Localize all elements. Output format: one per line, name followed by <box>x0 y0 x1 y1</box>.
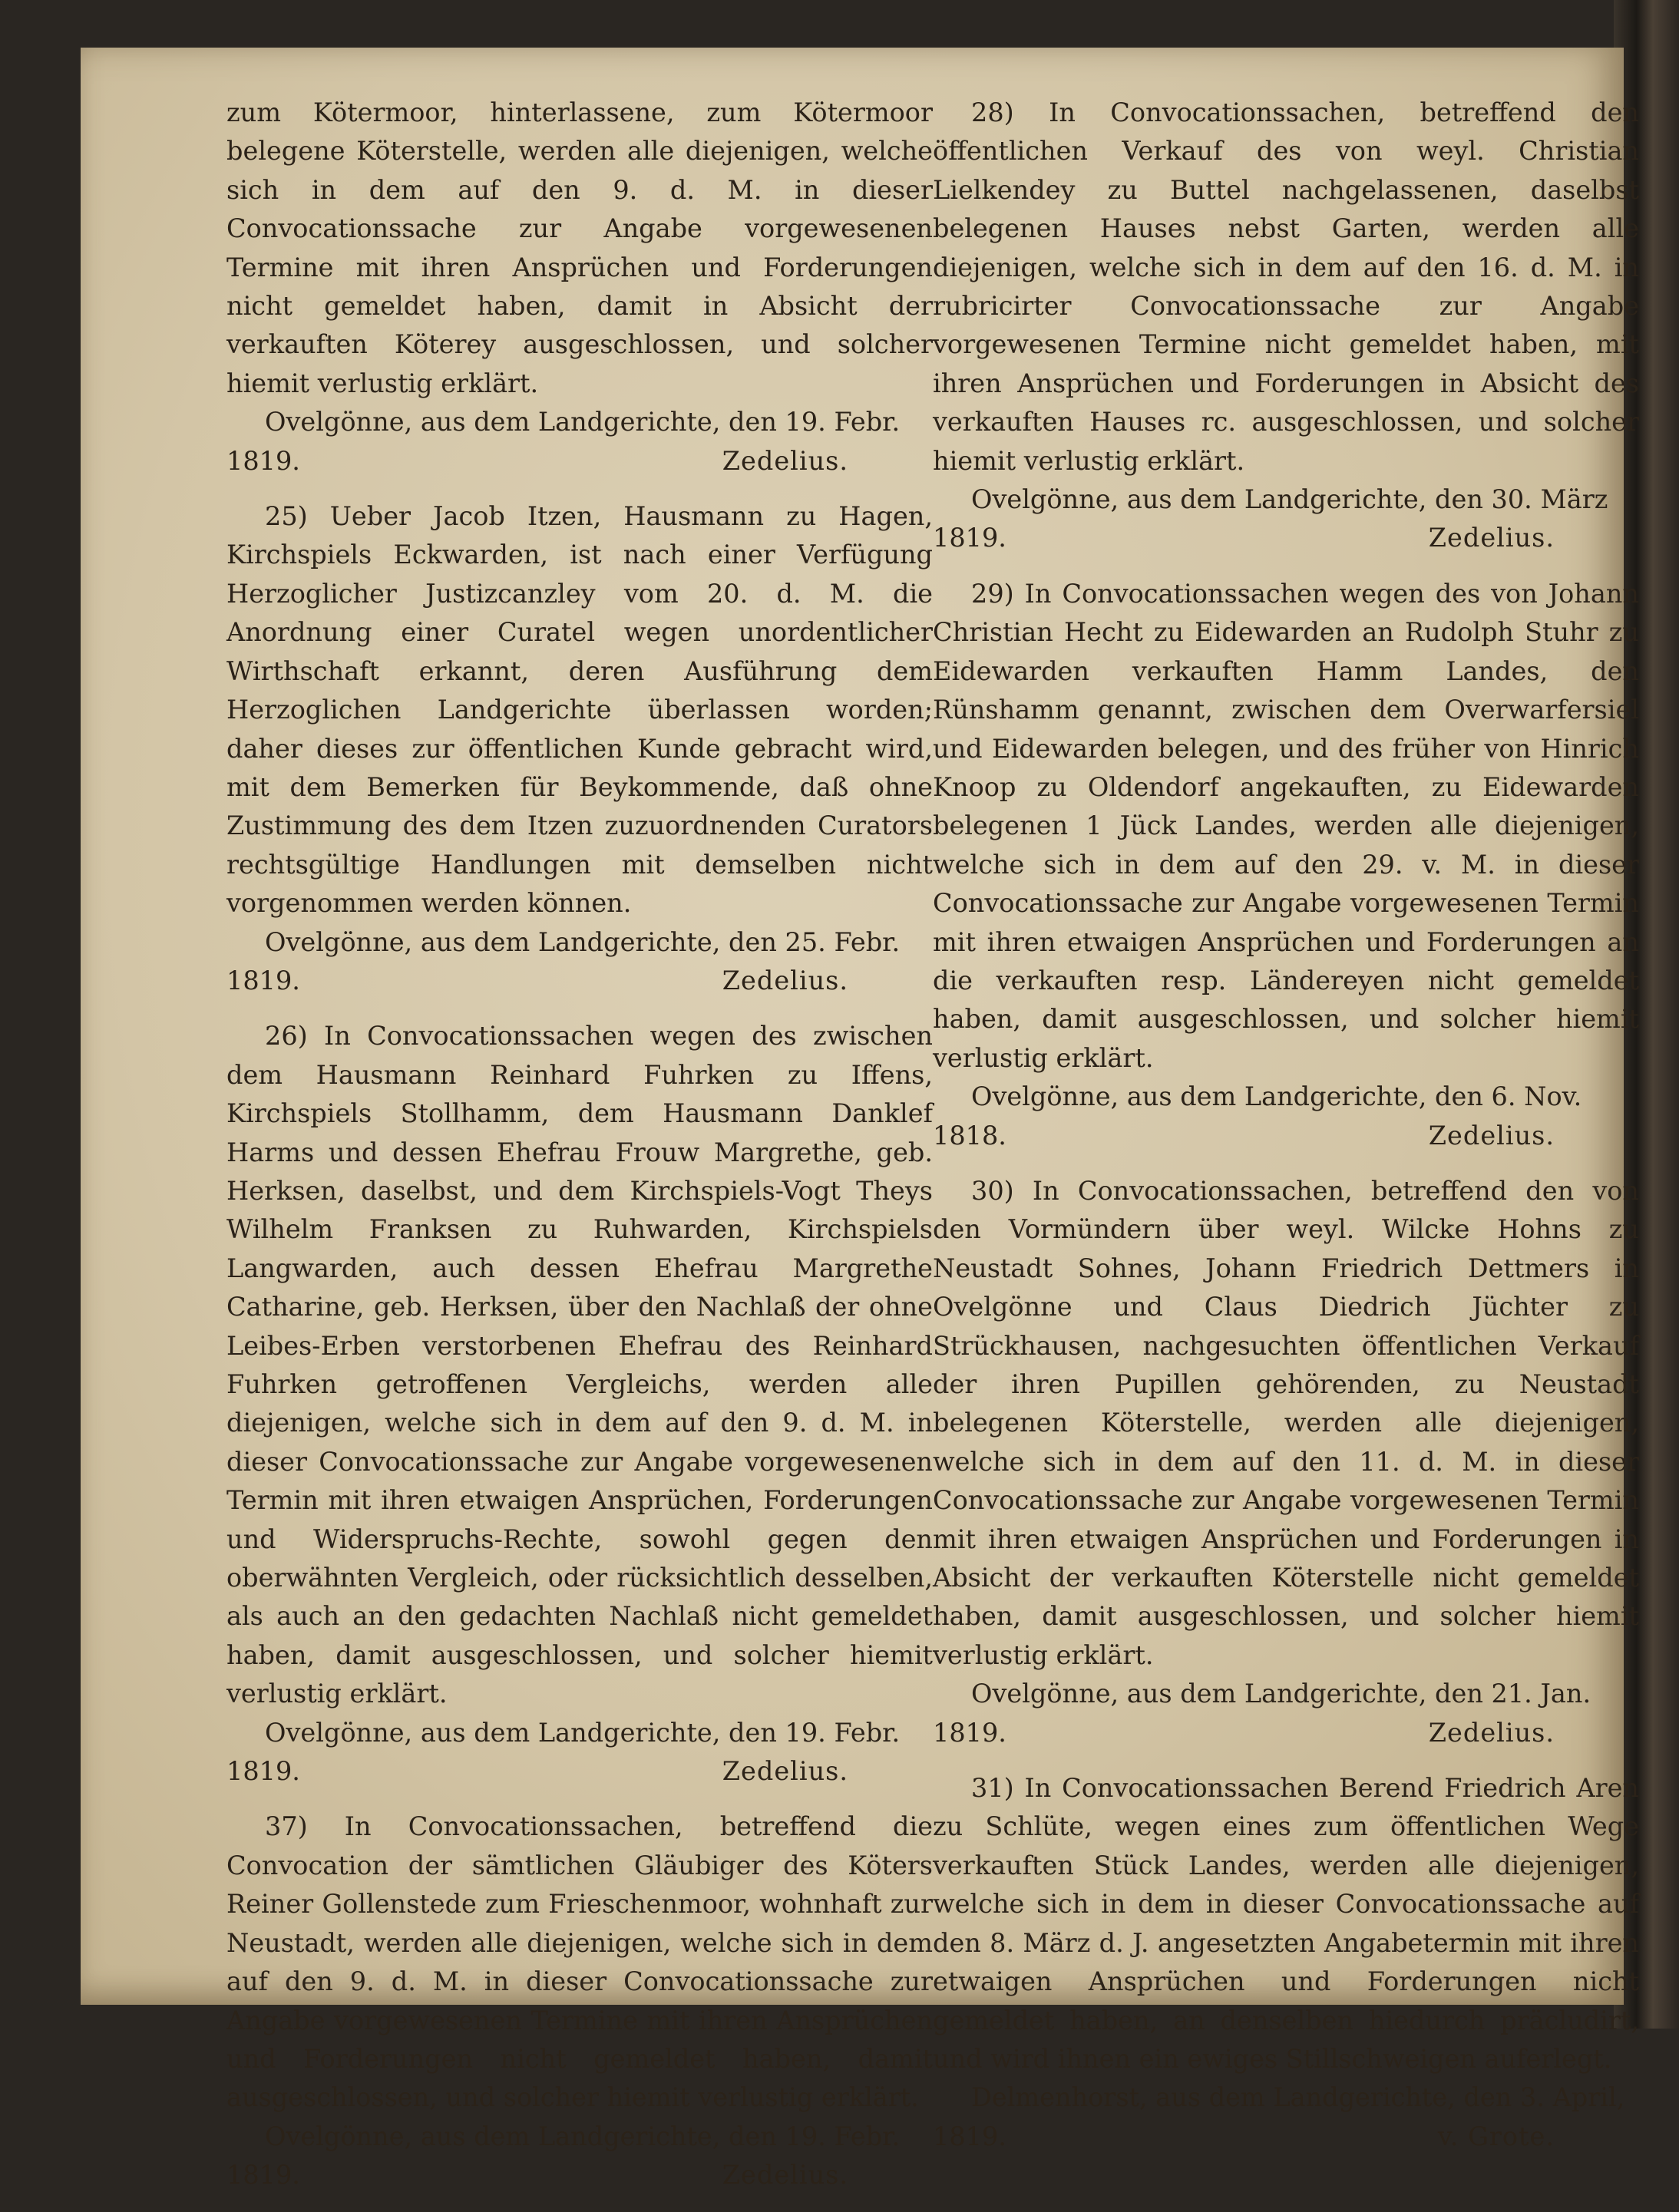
notice-footer <box>226 2156 933 2194</box>
notice-year: 1819. <box>933 523 1006 553</box>
notice-body: 26) In Convocationssachen wegen des zwischen dem Hausmann Reinhard Fuhrken zu Iffens, Kirchspiels Stollhamm, dem Hausmann Danklef Harms und dessen Ehefrau Frouw Margrethe, geb. Herksen, daselbst, und dem Kirchspiels-Vogt Theys Wilhelm Franksen zu Ruhwarden, Kirchspiels Langwarden, auch dessen Ehefrau Margrethe Catharine, geb. Herksen, über den Nachlaß der ohne Leibes-Erben verstorbenen Ehefrau des Reinhard Fuhrken getroffenen Vergleichs, werden alle diejenigen, welche sich in dem auf den 9. d. M. in dieser Convocationssache zur Angabe vorgewesenen Termin mit ihren etwaigen Ansprüchen, Forderungen und Widerspruchs-Rechte, sowohl gegen den oberwähnten Vergleich, oder rücksichtlich desselben, als auch an den gedachten Nachlaß nicht gemeldet haben, damit ausgeschlossen, und solcher hiemit verlustig erklärt. <box>226 1021 933 1709</box>
notice-footer <box>933 2118 1639 2156</box>
notice-footer <box>226 962 933 1000</box>
notice-entry <box>226 94 933 480</box>
notice-entry <box>226 497 933 1000</box>
notice-footer <box>226 442 933 480</box>
notice-body: 30) In Convocationssachen, betreffend den von den Vormündern über weyl. Wilcke Hohns zu Neustadt Sohnes, Johann Friedrich Dettmers in Ovelgönne und Claus Diedrich Jüchter zu Strückhausen, nachgesuchten öffentlichen Verkauf der ihren Pupillen gehörenden, zu Neustadt belegenen Köterstelle, werden alle diejenigen, welche sich in dem auf den 11. d. M. in dieser Convocationssache zur Angabe vorgewesenen Termin mit ihren etwaigen Ansprüchen und Forderungen in Absicht der verkauften Köterstelle nicht gemeldet haben, damit ausgeschlossen, und solcher hiemit verlustig erklärt. <box>933 1175 1639 1670</box>
notice-dateline: Ovelgönne, aus dem Landgerichte, den 19. Febr. <box>265 1717 901 1748</box>
notice-dateline: Ovelgönne, aus dem Landgerichte, den 19. Febr. <box>265 407 901 437</box>
notice-signature: Zedelius. <box>1428 1120 1555 1151</box>
notice-dateline: Ovelgönne, aus dem Landgerichte, den 21. Jan. <box>971 1679 1591 1709</box>
notice-signature: Zedelius. <box>722 445 848 476</box>
notice-dateline: Ovelgönne, aus dem Landgerichte, den 19. Febr. <box>265 2121 901 2151</box>
notice-body: 25) Ueber Jacob Itzen, Hausmann zu Hagen, Kirchspiels Eckwarden, ist nach einer Verfügung Herzoglicher Justizcanzley vom 20. d. M. die Anordnung einer Curatel wegen unordentlicher Wirthschaft erkannt, deren Ausführung dem Herzoglichen Landgerichte überlassen worden; daher dieses zur öffentlichen Kunde gebracht wird, mit dem Bemerken für Beykommende, daß ohne Zustimmung des dem Itzen zuzuordnenden Curators rechtsgültige Handlungen mit demselben nicht vorgenommen werden können. <box>226 501 933 919</box>
notice-entry <box>226 1808 933 2194</box>
notice-year: 1819. <box>933 1717 1006 1748</box>
notice-dateline: Ovelgönne, aus dem Landgerichte, den 6. Nov. <box>971 1081 1582 1112</box>
notice-year: 1819. <box>226 2160 300 2191</box>
notice-dateline: Ovelgönne, aus dem Landgerichte, den 25. Febr. <box>265 926 901 957</box>
notice-signature: v. Grote. <box>1437 2121 1555 2151</box>
notice-body: zum Kötermoor, hinterlassene, zum Kötermoor belegene Köterstelle, werden alle diejenigen, welche sich in dem auf den 9. d. M. in dieser Convocationssache zur Angabe vorgewesenen Termine mit ihren Ansprüchen und Forderungen nicht gemeldet haben, damit in Absicht der verkauften Köterey ausgeschlossen, und solcher hiemit verlustig erklärt. <box>226 97 933 398</box>
notice-entry <box>933 1769 1639 2156</box>
notice-body: 31) In Convocationssachen Berend Friedrich Aren zu Schlüte, wegen eines zum öffentlichen Wege verkauften Stück Landes, werden alle diejenigen, welche sich in dem in dieser Convocationssache auf den 8. März d. J. angesetzten Angabetermin mit ihren etwaigen Ansprüchen und Forderungen nicht gemeldet haben, an denselben hiedurch präcludirt, und wird ihnen ein ewiges Stillschweigen auferlegt. <box>933 1773 1639 2074</box>
notice-signature: Zedelius. <box>1428 523 1555 553</box>
notice-year: 1819. <box>226 1756 300 1787</box>
notice-entry <box>933 94 1639 558</box>
notice-signature: Zedelius. <box>1428 1717 1555 1748</box>
notice-year: 1818. <box>933 1120 1006 1151</box>
notice-body: 28) In Convocationssachen, betreffend den öffentlichen Verkauf des von weyl. Christian Lielkendey zu Buttel nachgelassenen, daselbst belegenen Hauses nebst Garten, werden alle diejenigen, welche sich in dem auf den 16. d. M. in rubricirter Convocationssache zur Angabe vorgewesenen Termine nicht gemeldet haben, mit ihren Ansprüchen und Forderungen in Absicht des verkauften Hauses rc. ausgeschlossen, und solcher hiemit verlustig erklärt. <box>933 97 1639 476</box>
notice-body: 37) In Convocationssachen, betreffend die Convocation der sämtlichen Gläubiger des Köters Reiner Gollenstede zum Frieschenmoor, wohnhaft zur Neustadt, werden alle diejenigen, welche sich in dem auf den 9. d. M. in dieser Convocationssache zur Angabe vorgewesenen Termine mit ihren Ansprüchen und Forderungen nicht gemeldet haben, damit ausgeschlossen, und solcher hiemit verlustig erklärt. <box>226 1811 933 2113</box>
notice-dateline: Delmenhorst, aus dem Landgerichte, den 3. April, <box>971 2082 1625 2113</box>
notice-year: 1819. <box>226 965 300 995</box>
notice-year: 1819. <box>226 445 300 476</box>
notice-entry <box>933 1172 1639 1752</box>
scanned-page <box>81 48 1639 2191</box>
notice-footer <box>933 1714 1639 1752</box>
notice-footer <box>933 519 1639 557</box>
right-column <box>933 94 1639 2173</box>
notice-signature: Zedelius. <box>722 1756 848 1787</box>
notice-entry <box>933 575 1639 1155</box>
notice-signature: Zedelius. <box>722 965 848 995</box>
notice-body: 29) In Convocationssachen wegen des von Johann Christian Hecht zu Eidewarden an Rudolph Stuhr zu Eidewarden verkauften Hamm Landes, den Rünshamm genannt, zwischen dem Overwarfersiel und Eidewarden belegen, und des früher von Hinrich Knoop zu Oldendorf angekauften, zu Eidewarden belegenen 1 Jück Landes, werden alle diejenigen, welche sich in dem auf den 29. v. M. in dieser Convocationssache zur Angabe vorgewesenen Termin mit ihren etwaigen Ansprüchen und Forderungen an die verkauften resp. Ländereyen nicht gemeldet haben, damit ausgeschlossen, und solcher hiemit verlustig erklärt. <box>933 578 1639 1073</box>
notice-footer <box>226 1752 933 1791</box>
notice-dateline: Ovelgönne, aus dem Landgerichte, den 30. März <box>971 484 1608 515</box>
notice-entry <box>226 1017 933 1791</box>
notice-footer <box>933 1117 1639 1155</box>
notice-signature: Zedelius. <box>722 2160 848 2191</box>
left-column <box>226 94 933 2212</box>
notice-year: 1819. <box>933 2121 1006 2151</box>
